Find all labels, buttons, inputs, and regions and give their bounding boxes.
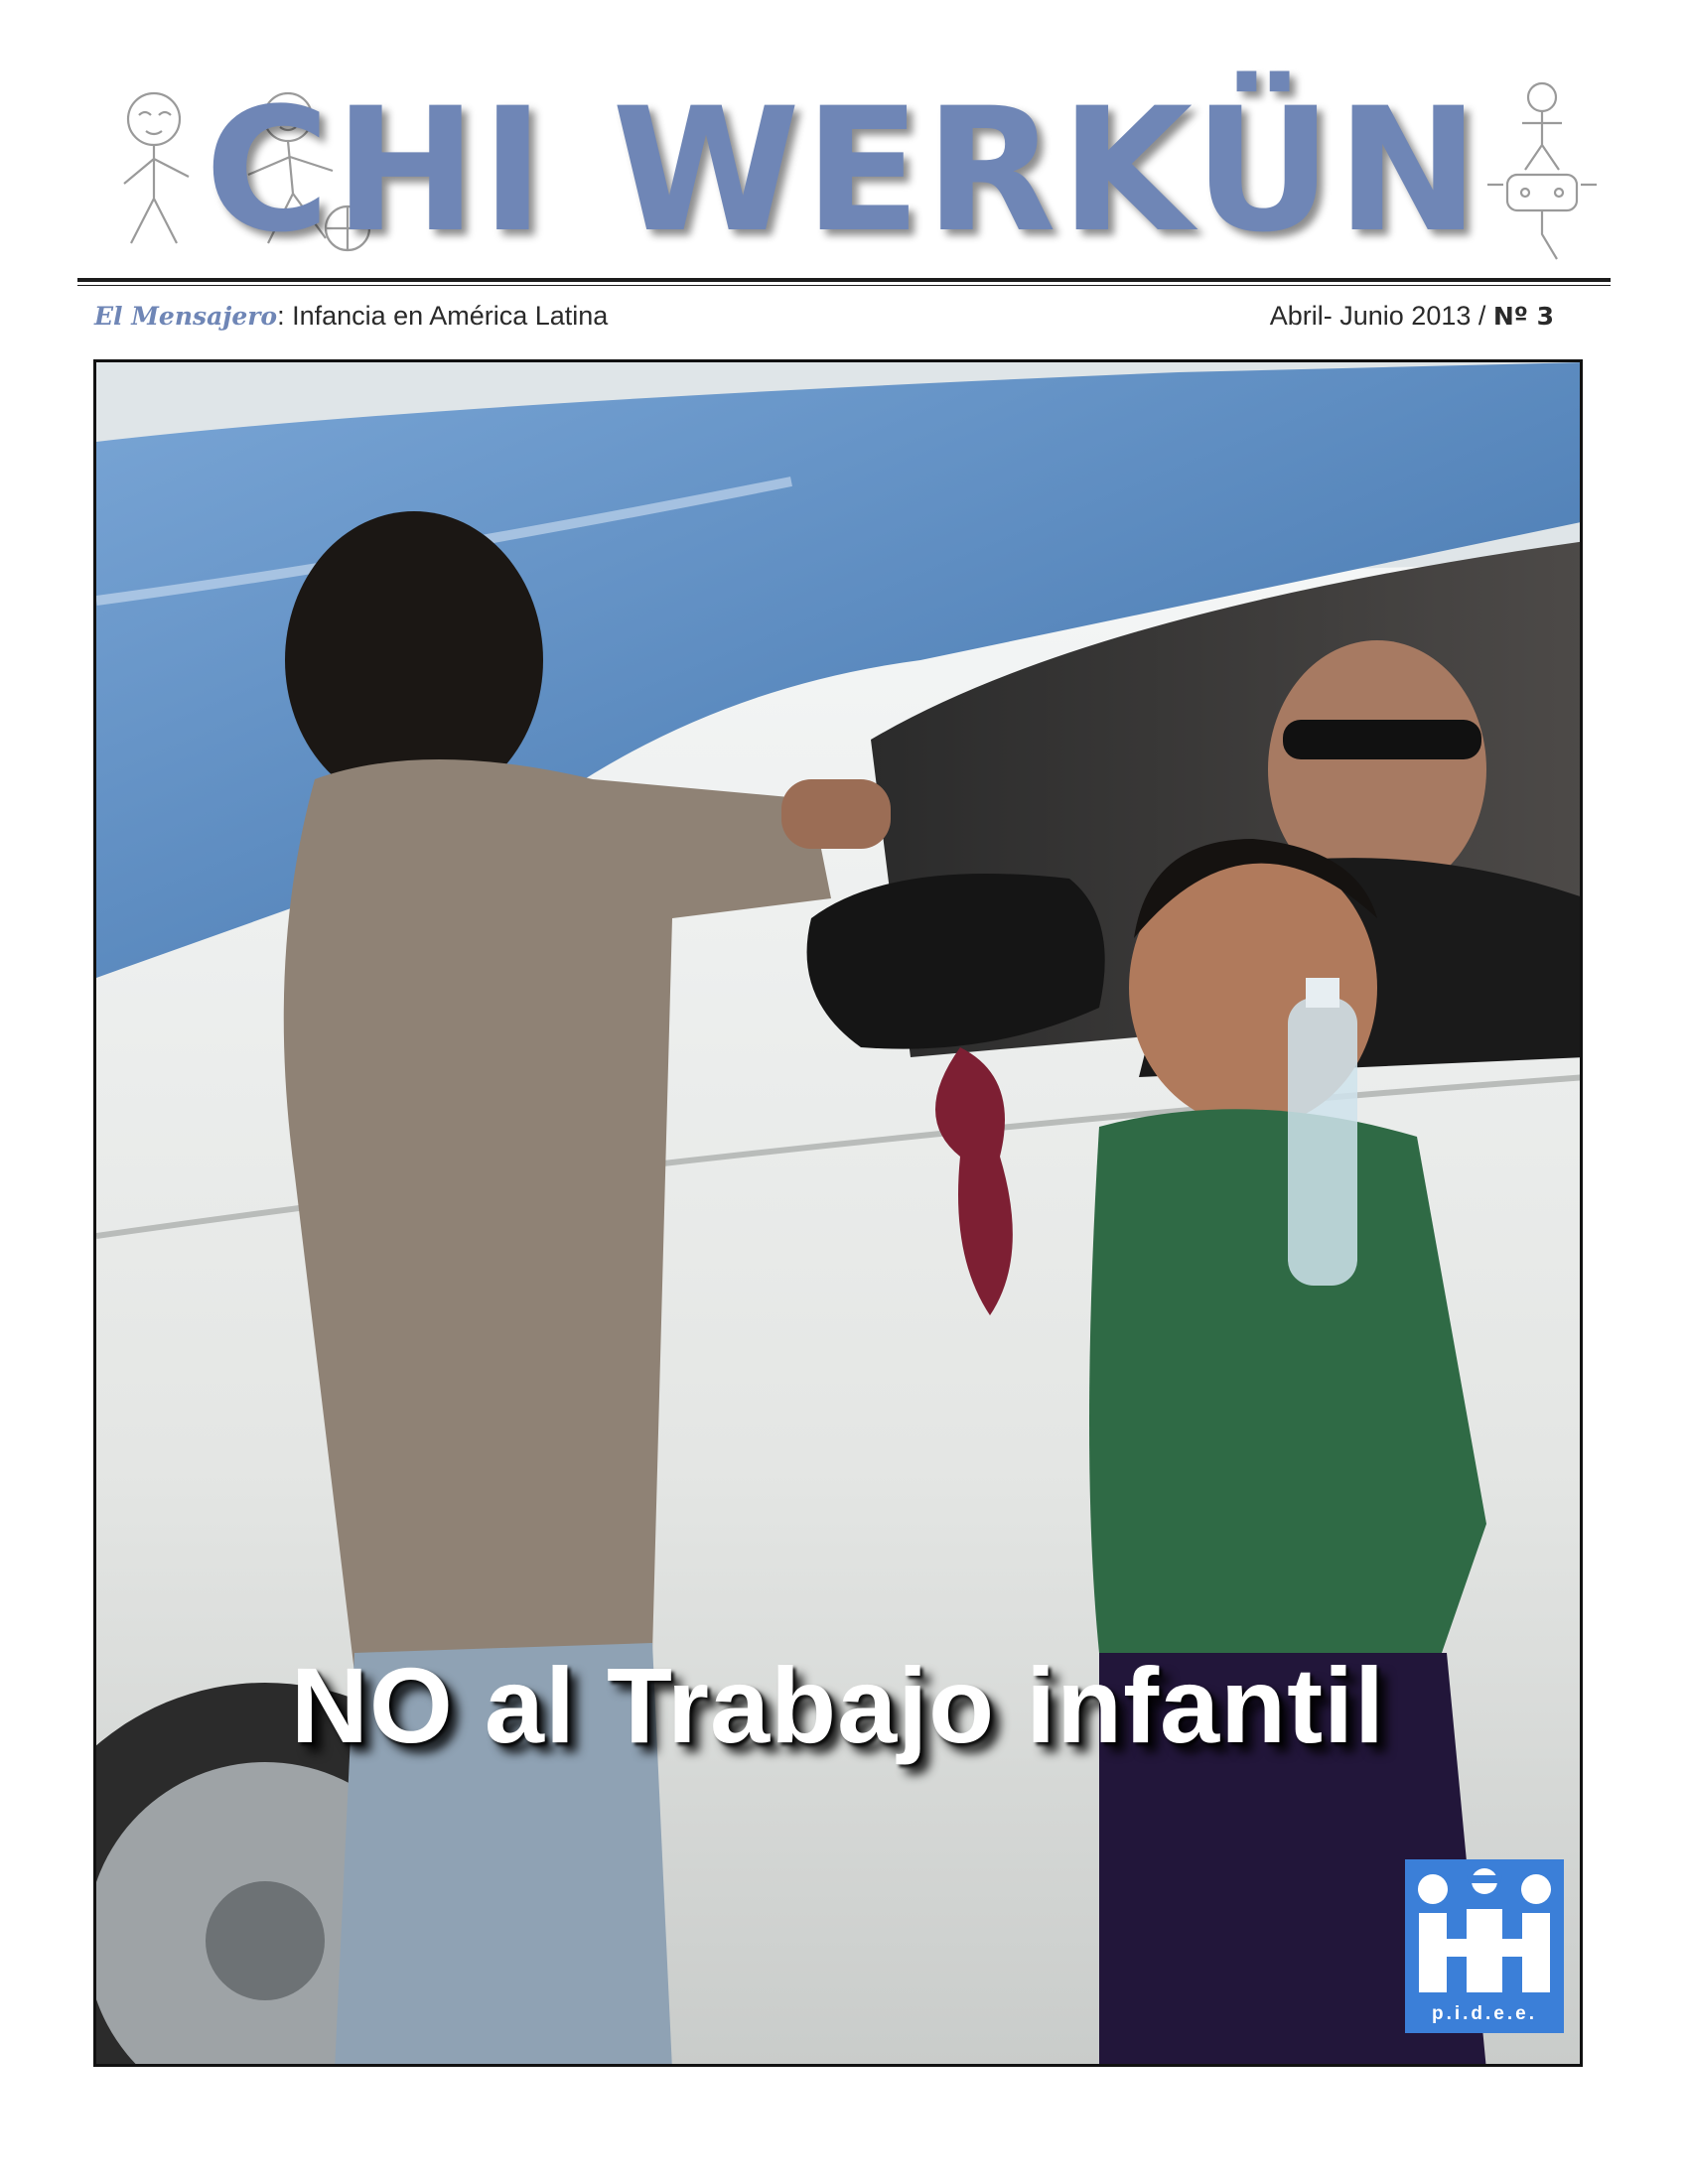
issue-date: Abril- Junio 2013 / <box>1269 301 1493 331</box>
masthead-divider-thin <box>77 285 1611 286</box>
issue-info <box>1270 294 1554 339</box>
cover-headline: NO al Trabajo infantil <box>290 1645 1386 1765</box>
magazine-title-logo: CHI WERKÜN <box>205 70 1483 270</box>
publication-tagline <box>94 294 608 339</box>
pidee-logo <box>1405 1859 1564 2033</box>
cover-photo <box>93 359 1583 2067</box>
cover-photo-illustration <box>96 362 1583 2067</box>
subtitle-row <box>94 294 1554 338</box>
pidee-logo-text: p.i.d.e.e. <box>1431 2003 1538 2024</box>
brand-name: El Mensajero <box>94 302 278 331</box>
masthead-divider <box>77 278 1611 282</box>
tagline-text: : Infancia en América Latina <box>277 301 609 331</box>
issue-number: Nº 3 <box>1492 302 1554 331</box>
masthead <box>77 69 1611 268</box>
